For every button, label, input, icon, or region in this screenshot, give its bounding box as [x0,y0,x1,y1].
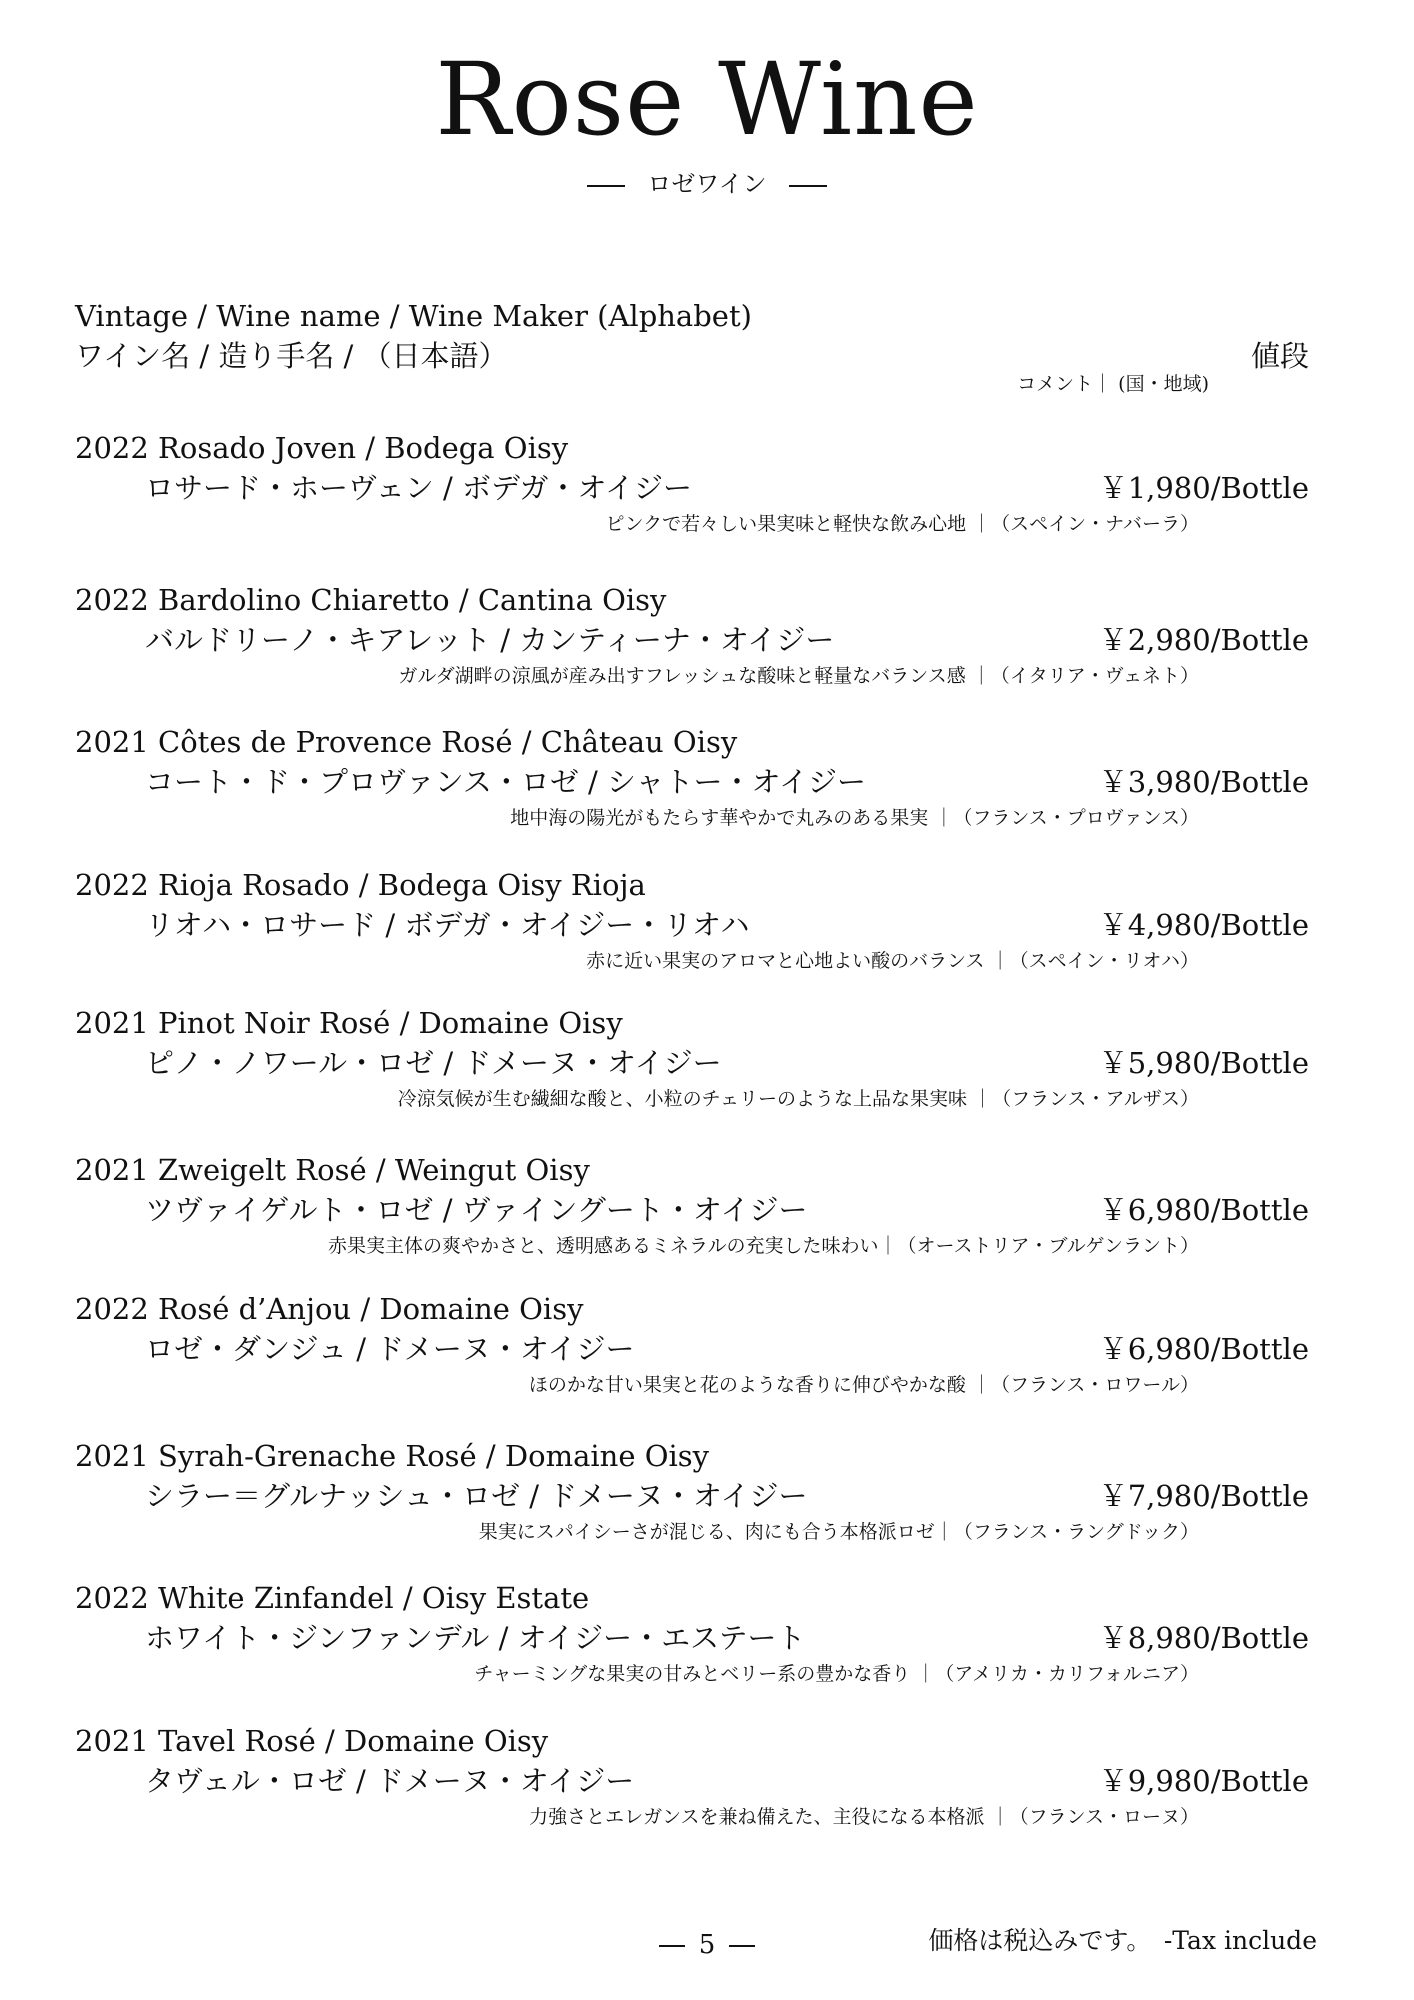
wine-comment: ほのかな甘い果実と花のような香りに伸びやかな酸 ｜（フランス・ロワール） [528,1374,1199,1396]
tax-note: 価格は税込みです。 -Tax include [928,1926,1317,1955]
wine-name-jp: ピノ・ノワール・ロゼ / ドメーヌ・オイジー [145,1046,722,1080]
wine-name-jp: ツヴァイゲルト・ロゼ / ヴァイングート・オイジー [145,1193,808,1227]
wine-comment: ガルダ湖畔の涼風が産み出すフレッシュな酸味と軽量なバランス感 ｜（イタリア・ヴェネト） [398,665,1199,687]
wine-comment: 赤に近い果実のアロマと心地よい酸のバランス ｜（スペイン・リオハ） [586,950,1199,972]
wine-name-jp: ホワイト・ジンファンデル / オイジー・エステート [145,1621,806,1655]
wine-comment: 冷涼気候が生む繊細な酸と、小粒のチェリーのような上品な果実味 ｜（フランス・アルザス） [397,1088,1199,1110]
wine-name-jp: コート・ド・プロヴァンス・ロゼ / シャトー・オイジー [145,765,867,799]
wine-name-en: 2022 Rioja Rosado / Bodega Oisy Rioja [75,868,646,902]
wine-price: ￥8,980/Bottle [1098,1621,1309,1655]
wine-comment: 赤果実主体の爽やかさと、透明感あるミネラルの充実した味わい｜（オーストリア・ブルゲンラント） [328,1235,1199,1257]
wine-name-en: 2021 Pinot Noir Rosé / Domaine Oisy [75,1006,623,1040]
page-title: Rose Wine [435,41,979,158]
wine-name-en: 2021 Zweigelt Rosé / Weingut Oisy [75,1153,590,1187]
wine-name-en: 2022 White Zinfandel / Oisy Estate [75,1581,590,1615]
subtitle-right-dash [789,185,827,187]
wine-name-jp: タヴェル・ロゼ / ドメーヌ・オイジー [145,1764,635,1798]
wine-comment: チャーミングな果実の甘みとベリー系の豊かな香り ｜（アメリカ・カリフォルニア） [474,1663,1199,1685]
wine-price: ￥9,980/Bottle [1098,1764,1309,1798]
page-number-text: 5 [698,1930,716,1960]
wine-item [75,1721,1309,1851]
column-header-comment: コメント｜ (国・地域) [1017,373,1209,395]
wine-item [75,1003,1309,1133]
page-number-left-dash [659,1945,685,1947]
wine-name-en: 2022 Rosado Joven / Bodega Oisy [75,431,569,465]
wine-price: ￥3,980/Bottle [1098,765,1309,799]
wine-comment: 果実にスパイシーさが混じる、肉にも合う本格派ロゼ｜（フランス・ラングドック） [478,1521,1199,1543]
wine-name-jp: バルドリーノ・キアレット / カンティーナ・オイジー [145,623,835,657]
wine-name-jp: ロゼ・ダンジュ / ドメーヌ・オイジー [145,1332,635,1366]
wine-item [75,1150,1309,1280]
wine-name-jp: リオハ・ロサード / ボデガ・オイジー・リオハ [145,908,750,942]
column-header-jp: ワイン名 / 造り手名 / （日本語） [75,339,508,373]
wine-item [75,1436,1309,1566]
wine-price: ￥2,980/Bottle [1098,623,1309,657]
wine-price: ￥6,980/Bottle [1098,1332,1309,1366]
page-number-right-dash [729,1945,755,1947]
wine-item [75,1289,1309,1419]
wine-comment: 地中海の陽光がもたらす華やかで丸みのある果実 ｜（フランス・プロヴァンス） [510,807,1199,829]
column-header-en: Vintage / Wine name / Wine Maker (Alphabet) [75,299,752,333]
wine-comment: ピンクで若々しい果実味と軽快な飲み心地 ｜（スペイン・ナバーラ） [605,513,1199,535]
wine-name-jp: シラー＝グルナッシュ・ロゼ / ドメーヌ・オイジー [145,1479,808,1513]
wine-price: ￥5,980/Bottle [1098,1046,1309,1080]
wine-name-en: 2022 Rosé d’Anjou / Domaine Oisy [75,1292,584,1326]
wine-name-en: 2021 Tavel Rosé / Domaine Oisy [75,1724,549,1758]
wine-item [75,580,1309,710]
wine-price: ￥1,980/Bottle [1098,471,1309,505]
wine-name-en: 2022 Bardolino Chiaretto / Cantina Oisy [75,583,667,617]
subtitle-text: ロゼワイン [647,170,767,198]
wine-item [75,722,1309,852]
subtitle-left-dash [587,185,625,187]
wine-price: ￥6,980/Bottle [1098,1193,1309,1227]
wine-name-jp: ロサード・ホーヴェン / ボデガ・オイジー [145,471,693,505]
wine-item [75,1578,1309,1708]
wine-price: ￥7,980/Bottle [1098,1479,1309,1513]
wine-item [75,428,1309,558]
wine-comment: 力強さとエレガンスを兼ね備えた、主役になる本格派 ｜（フランス・ローヌ） [529,1806,1199,1828]
column-header-price: 値段 [1250,339,1309,373]
wine-name-en: 2021 Côtes de Provence Rosé / Château Oisy [75,725,738,759]
page-subtitle [0,166,1414,202]
wine-name-en: 2021 Syrah-Grenache Rosé / Domaine Oisy [75,1439,710,1473]
wine-price: ￥4,980/Bottle [1098,908,1309,942]
wine-item [75,865,1309,995]
